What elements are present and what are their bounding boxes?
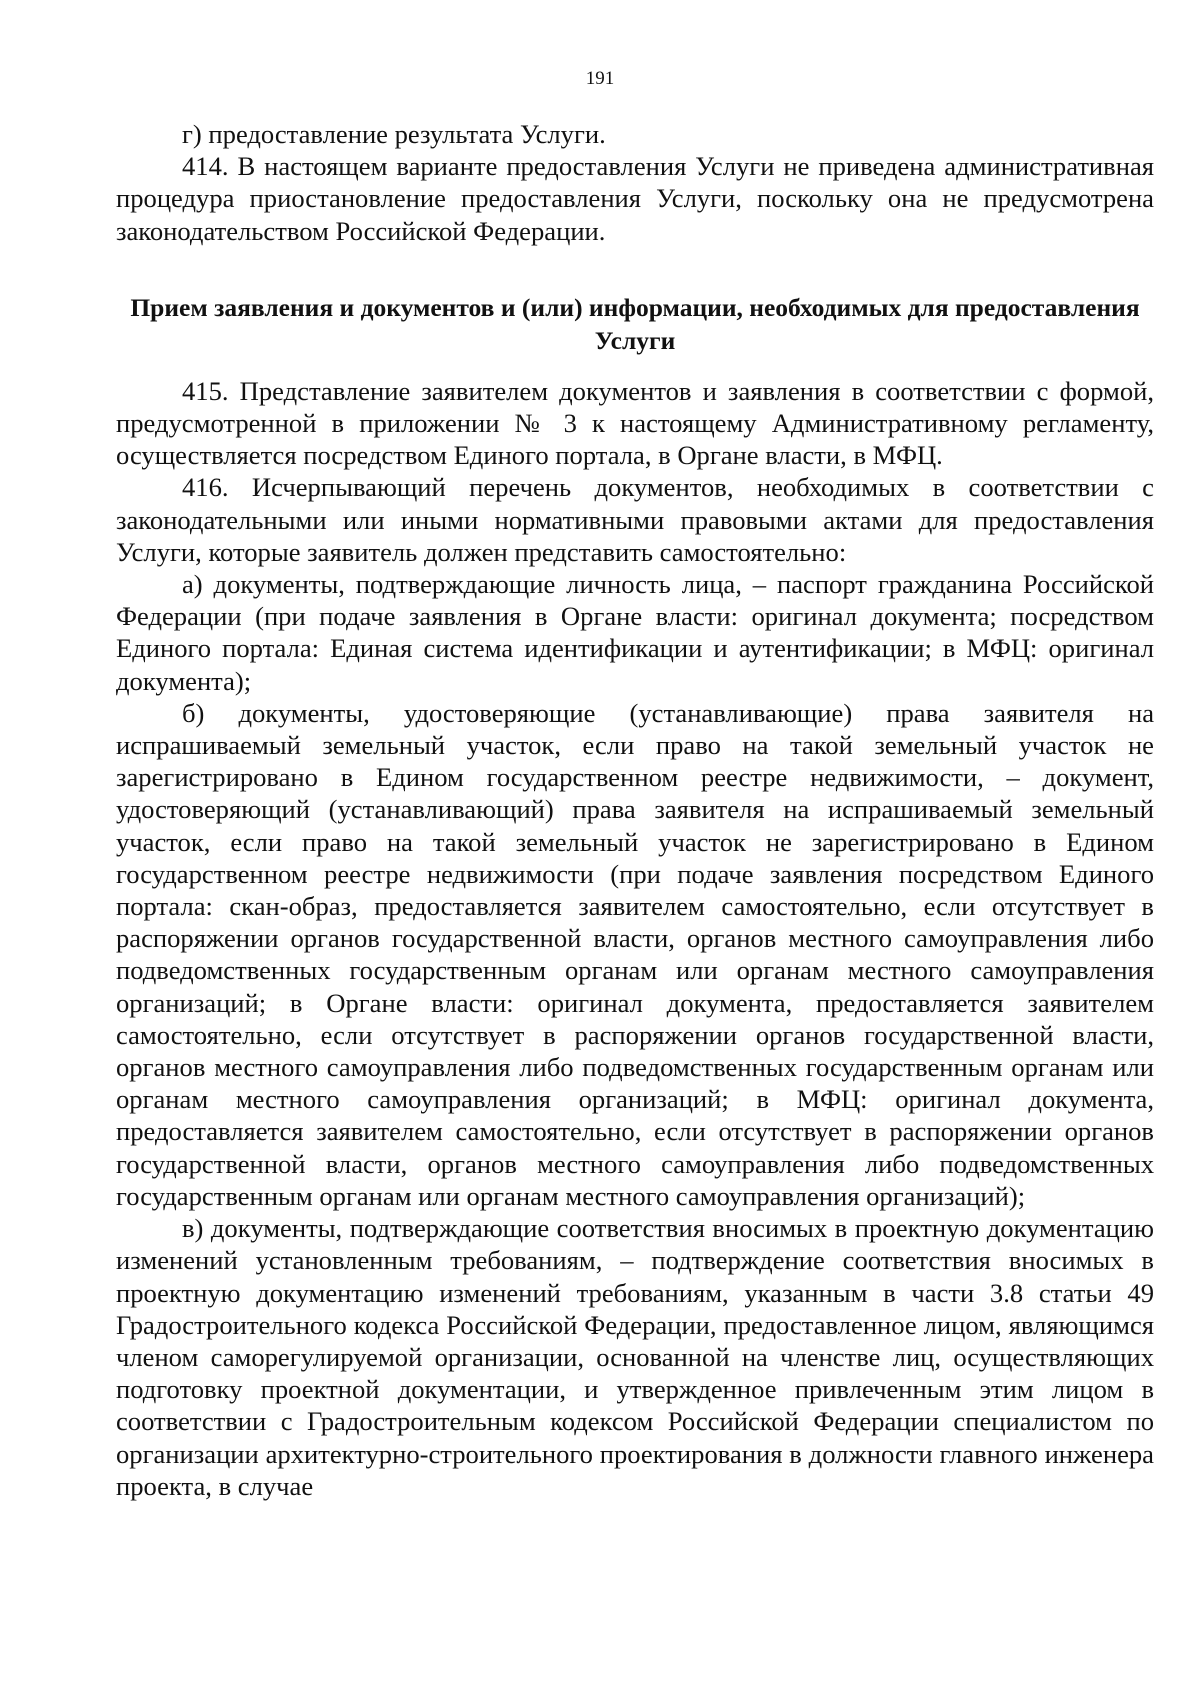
page-number: 191 (585, 68, 615, 89)
paragraph-result-delivery: г) предоставление результата Услуги. (182, 119, 606, 149)
paragraph-416: 416. Исчерпывающий перечень документов, необходимых в соответствии с законодательными или иными нормативными правовыми актами для предоставления Услуги, которые заявитель должен представить самостоятельно: (116, 472, 1154, 567)
paragraph-415: 415. Представление заявителем документов и заявления в соответствии с формой, предусмотренной в приложении № 3 к настоящему Административному регламенту, осуществляется посредством Единого портала, в Органе власти, в МФЦ. (116, 375, 1154, 471)
paragraph-414: 414. В настоящем варианте предоставления Услуги не приведена административная процедура приостановление предоставления Услуги, поскольку она не предусмотрена законодательством Российской Федерации. (116, 151, 1154, 246)
list-item-b: б) документы, удостоверяющие (устанавливающие) права заявителя на испрашиваемый земельный участок, если право на такой земельный участок не зарегистрировано в Едином государственном реестре недвижимости, – документ, удостоверяющий (устанавливающий) права заявителя на испрашиваемый земельный участок, если право на такой земельный участок не зарегистрировано в Едином государственном реестре недвижимости (при подаче заявления посредством Единого портала: скан-образ, предоставляется заявителем самостоятельно, если отсутствует в распоряжении органов государственной власти, органов местного самоуправления либо подведомственных государственным органам или органам местного самоуправления организаций; в Органе власти: оригинал документа, предоставляется заявителем самостоятельно, если отсутствует в распоряжении органов государственной власти, органов местного самоуправления либо подведомственных государственным органам или органам местного самоуправления организаций; в МФЦ: оригинал документа, предоставляется заявителем самостоятельно, если отсутствует в распоряжении органов государственной власти, органов местного самоуправления либо подведомственных государственным органам или органам местного самоуправления организаций); (116, 697, 1154, 1211)
document-body (116, 118, 1154, 1502)
section-heading: Прием заявления и документов и (или) информации, необходимых для предоставления Услуги (130, 292, 1140, 355)
list-item-v: в) документы, подтверждающие соответствия вносимых в проектную документацию изменений установленным требованиям, – подтверждение соответствия вносимых в проектную документацию изменений требованиям, указанным в части 3.8 статьи 49 Градостроительного кодекса Российской Федерации, предоставленное лицом, являющимся членом саморегулируемой организации, основанной на членстве лиц, осуществляющих подготовку проектной документации, и утвержденное привлеченным этим лицом в соответствии с Градостроительным кодексом Российской Федерации специалистом по организации архитектурно-строительного проектирования в должности главного инженера проекта, в случае (116, 1213, 1154, 1501)
list-item-a: а) документы, подтверждающие личность лица, – паспорт гражданина Российской Федерации (при подаче заявления в Органе власти: оригинал документа; посредством Единого портала: Единая система идентификации и аутентификации; в МФЦ: оригинал документа); (116, 569, 1154, 696)
